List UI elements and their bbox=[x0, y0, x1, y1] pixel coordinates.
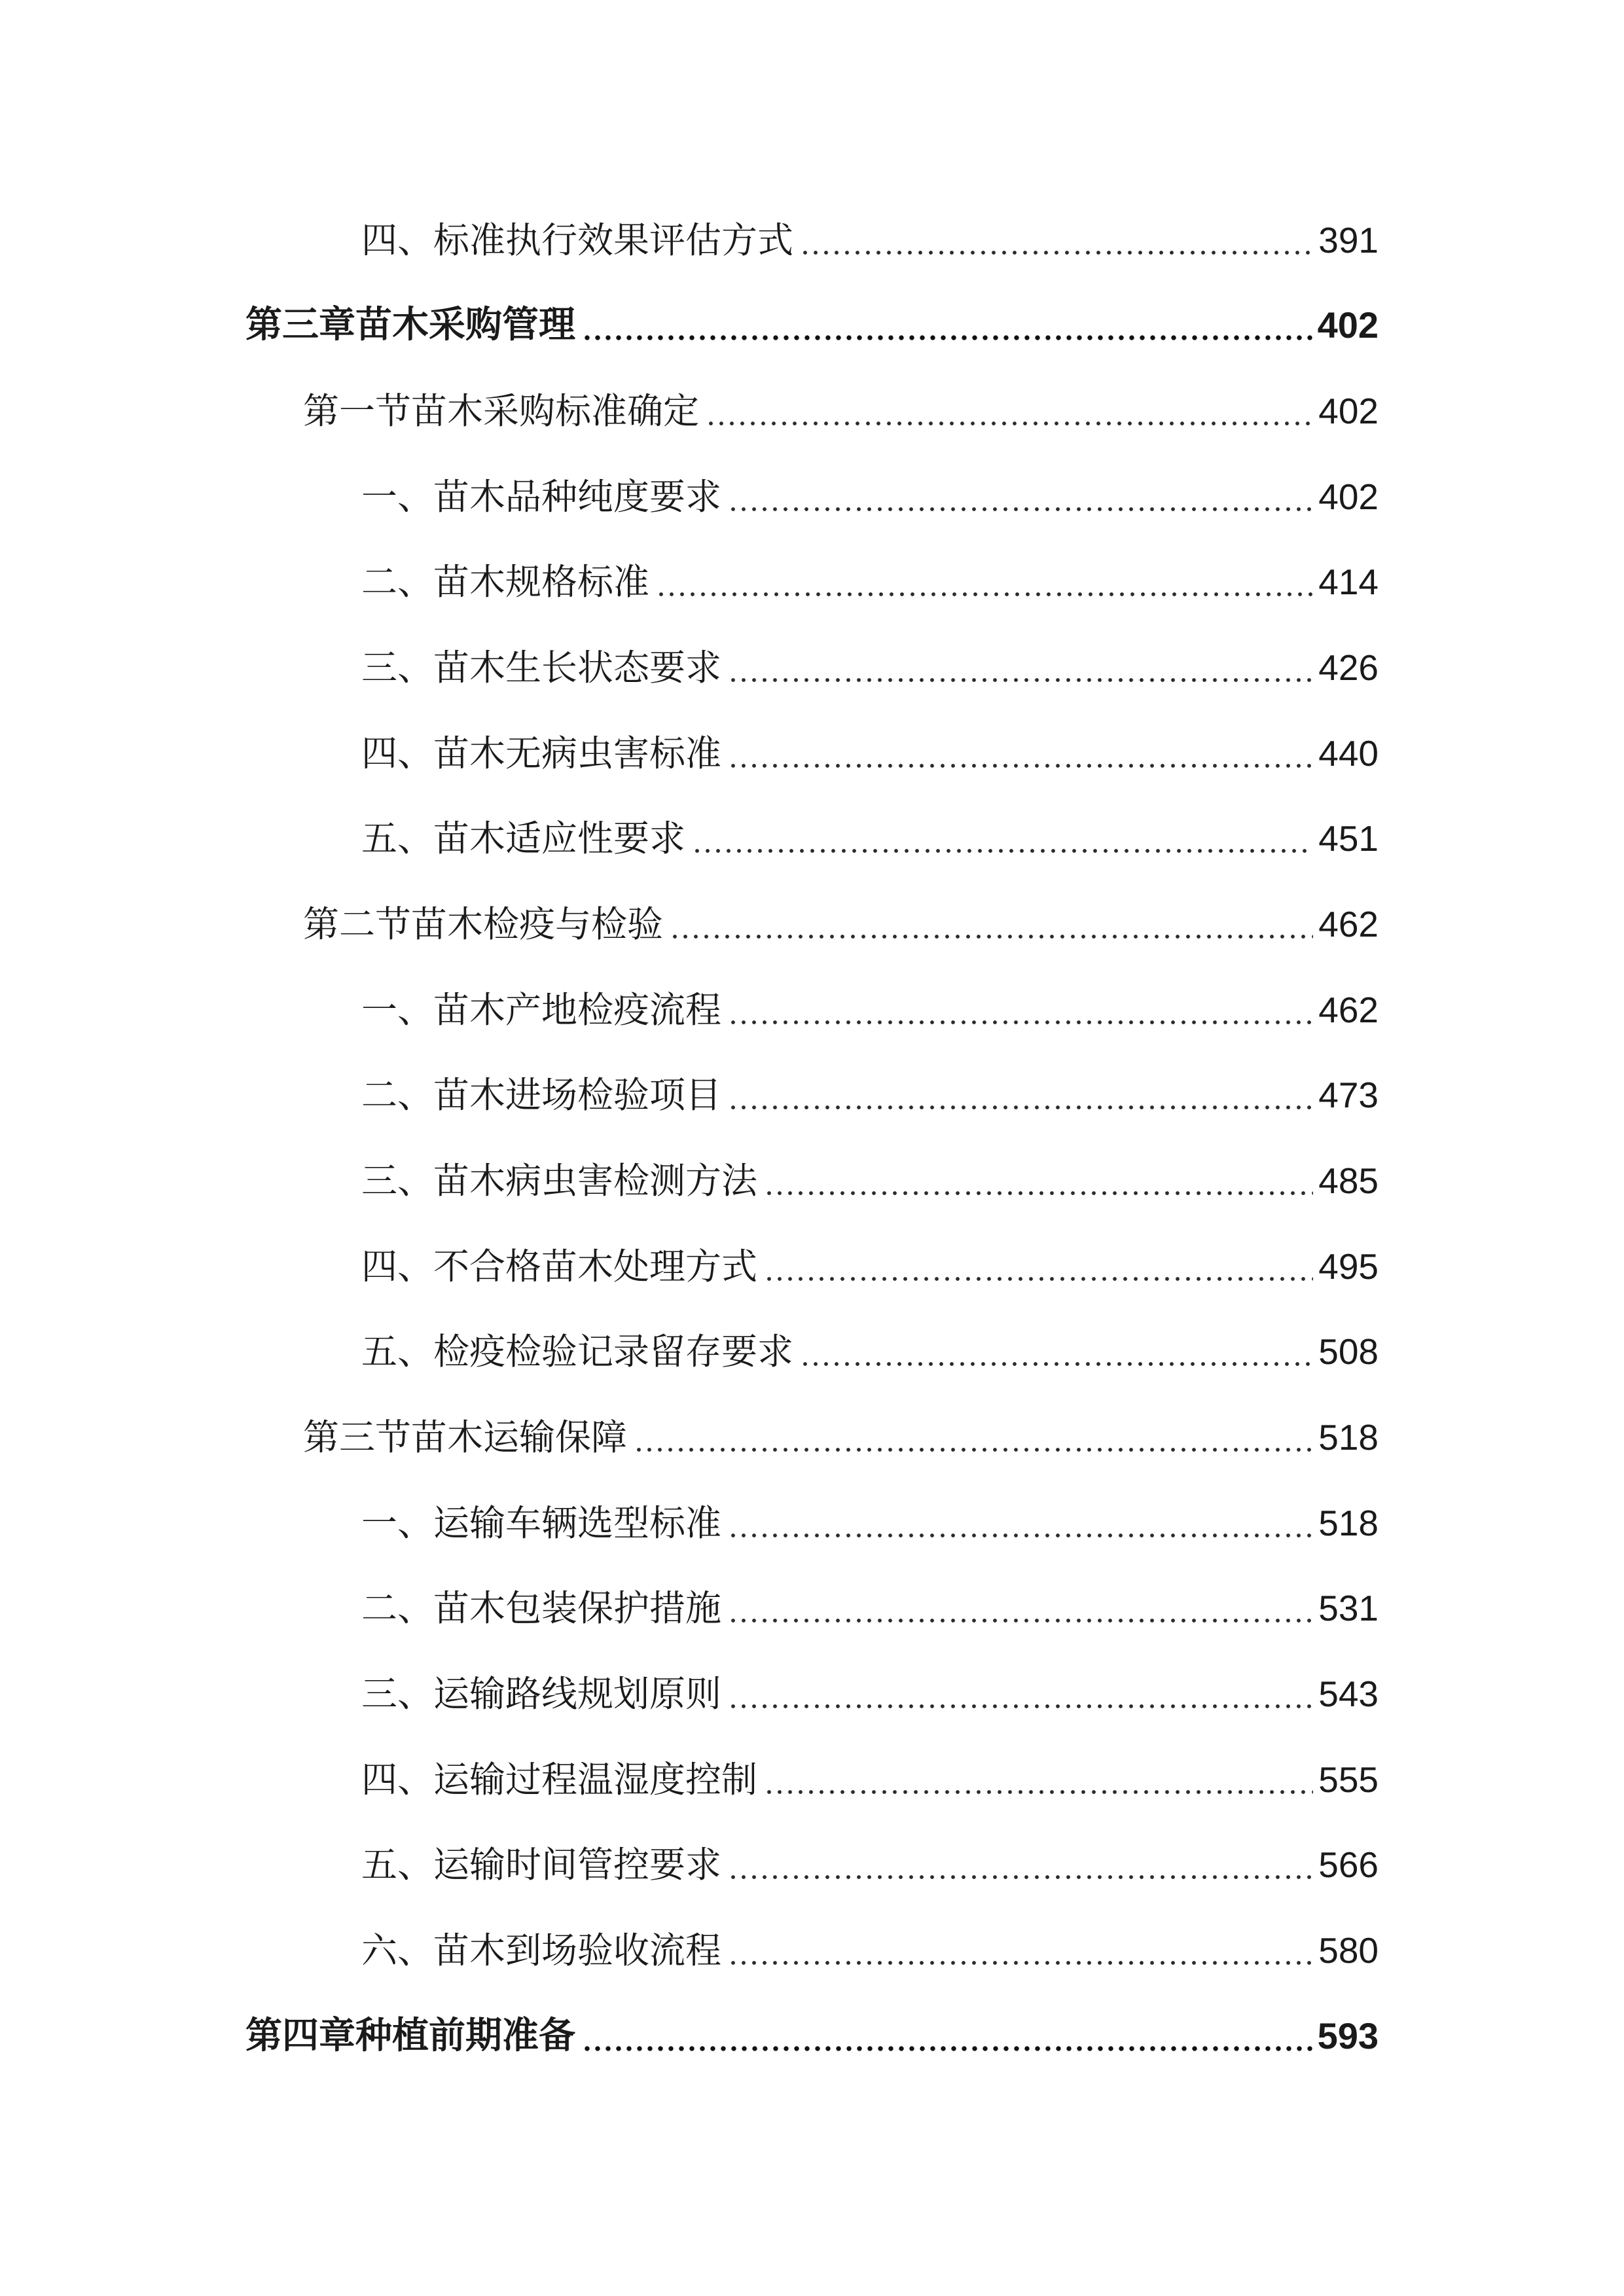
toc-dot-leader bbox=[670, 898, 1313, 950]
toc-entry-page: 473 bbox=[1318, 1075, 1379, 1115]
toc-entry-title: 四、标准执行效果评估方式 bbox=[361, 219, 794, 261]
toc-entry-title: 三、运输路线规划原则 bbox=[361, 1673, 722, 1715]
toc-entry-title: 六、苗木到场验收流程 bbox=[361, 1929, 722, 1971]
toc-entry[interactable] bbox=[361, 1325, 1379, 1378]
toc-entry-title: 二、苗木进场检验项目 bbox=[361, 1074, 722, 1116]
toc-entry-title: 四、苗木无病虫害标准 bbox=[361, 732, 722, 774]
toc-entry-page: 391 bbox=[1318, 220, 1379, 260]
toc-entry-page: 462 bbox=[1318, 990, 1379, 1030]
toc-section-entry[interactable] bbox=[303, 1411, 1379, 1463]
toc-chapter-entry[interactable] bbox=[245, 299, 1379, 351]
toc-dot-leader bbox=[764, 1155, 1313, 1207]
toc-entry[interactable] bbox=[361, 1924, 1379, 1977]
toc-entry[interactable] bbox=[361, 641, 1379, 694]
toc-entry-title: 第一节苗木采购标准确定 bbox=[303, 390, 700, 432]
toc-entry[interactable] bbox=[361, 1839, 1379, 1891]
toc-dot-leader bbox=[634, 1411, 1313, 1463]
toc-entry-page: 402 bbox=[1318, 391, 1379, 431]
toc-entry[interactable] bbox=[361, 1069, 1379, 1121]
toc-entry-title: 四、不合格苗木处理方式 bbox=[361, 1246, 758, 1287]
toc-dot-leader bbox=[728, 471, 1313, 523]
toc-entry[interactable] bbox=[361, 1582, 1379, 1634]
toc-entry-title: 第三章苗木采购管理 bbox=[245, 304, 575, 346]
toc-entry[interactable] bbox=[361, 556, 1379, 608]
toc-dot-leader bbox=[728, 1668, 1313, 1720]
toc-entry-title: 三、苗木病虫害检测方法 bbox=[361, 1160, 758, 1202]
toc-entry[interactable] bbox=[361, 1668, 1379, 1720]
toc-dot-leader bbox=[728, 1069, 1313, 1121]
toc-entry-page: 402 bbox=[1318, 476, 1379, 517]
toc-entry-page: 402 bbox=[1317, 304, 1379, 346]
toc-entry-title: 四、运输过程温湿度控制 bbox=[361, 1759, 758, 1801]
toc-section-entry[interactable] bbox=[303, 898, 1379, 950]
toc-entry-title: 五、运输时间管控要求 bbox=[361, 1844, 722, 1886]
toc-entry-page: 462 bbox=[1318, 904, 1379, 944]
toc-entry-page: 440 bbox=[1318, 733, 1379, 774]
toc-entry-title: 第三节苗木运输保障 bbox=[303, 1416, 628, 1458]
toc-entry-page: 518 bbox=[1318, 1417, 1379, 1458]
toc-section-entry[interactable] bbox=[303, 385, 1379, 437]
toc-entry[interactable] bbox=[361, 1240, 1379, 1293]
toc-entry-title: 二、苗木规格标准 bbox=[361, 561, 650, 603]
toc-dot-leader bbox=[728, 727, 1313, 780]
toc-entry-page: 426 bbox=[1318, 647, 1379, 688]
toc-entry[interactable] bbox=[361, 1753, 1379, 1806]
toc-dot-leader bbox=[764, 1240, 1313, 1293]
toc-entry-title: 第四章种植前期准备 bbox=[245, 2015, 575, 2057]
toc-dot-leader bbox=[800, 1325, 1313, 1378]
toc-entry-title: 一、苗木产地检疫流程 bbox=[361, 989, 722, 1031]
toc-entry-title: 五、检疫检验记录留存要求 bbox=[361, 1331, 794, 1372]
toc-dot-leader bbox=[656, 556, 1313, 608]
toc-entry-page: 555 bbox=[1318, 1759, 1379, 1800]
toc-entry-page: 543 bbox=[1318, 1674, 1379, 1714]
toc-entry-title: 二、苗木包装保护措施 bbox=[361, 1587, 722, 1629]
toc-entry-page: 495 bbox=[1318, 1246, 1379, 1287]
toc-entry-page: 580 bbox=[1318, 1930, 1379, 1971]
toc-dot-leader bbox=[728, 1497, 1313, 1549]
toc-dot-leader bbox=[692, 812, 1313, 865]
toc-dot-leader bbox=[706, 385, 1313, 437]
toc-entry-page: 508 bbox=[1318, 1331, 1379, 1372]
toc-chapter-entry[interactable] bbox=[245, 2010, 1379, 2062]
toc-entry[interactable] bbox=[361, 984, 1379, 1036]
toc-entry[interactable] bbox=[361, 214, 1379, 266]
toc-dot-leader bbox=[728, 1582, 1313, 1634]
toc-entry-page: 485 bbox=[1318, 1160, 1379, 1201]
toc-entry-page: 566 bbox=[1318, 1844, 1379, 1885]
toc-entry-title: 一、运输车辆选型标准 bbox=[361, 1502, 722, 1544]
toc-entry-page: 593 bbox=[1317, 2015, 1379, 2056]
toc-dot-leader bbox=[728, 1924, 1313, 1977]
toc-dot-leader bbox=[728, 641, 1313, 694]
toc-entry[interactable] bbox=[361, 1155, 1379, 1207]
toc-entry-page: 531 bbox=[1318, 1588, 1379, 1628]
toc-dot-leader bbox=[582, 299, 1312, 351]
toc-entry-page: 518 bbox=[1318, 1503, 1379, 1543]
toc-entry-page: 451 bbox=[1318, 818, 1379, 859]
toc-entry[interactable] bbox=[361, 1497, 1379, 1549]
toc-entry-title: 五、苗木适应性要求 bbox=[361, 817, 686, 859]
toc-entry-title: 第二节苗木检疫与检验 bbox=[303, 903, 664, 945]
toc-entry[interactable] bbox=[361, 812, 1379, 865]
toc-dot-leader bbox=[728, 1839, 1313, 1891]
toc-dot-leader bbox=[800, 214, 1313, 266]
toc-entry[interactable] bbox=[361, 727, 1379, 780]
toc-entry[interactable] bbox=[361, 471, 1379, 523]
toc-dot-leader bbox=[764, 1753, 1313, 1806]
toc-entry-title: 三、苗木生长状态要求 bbox=[361, 647, 722, 689]
toc-entry-title: 一、苗木品种纯度要求 bbox=[361, 476, 722, 518]
toc-dot-leader bbox=[582, 2010, 1312, 2062]
toc-entry-page: 414 bbox=[1318, 562, 1379, 602]
toc-dot-leader bbox=[728, 984, 1313, 1036]
